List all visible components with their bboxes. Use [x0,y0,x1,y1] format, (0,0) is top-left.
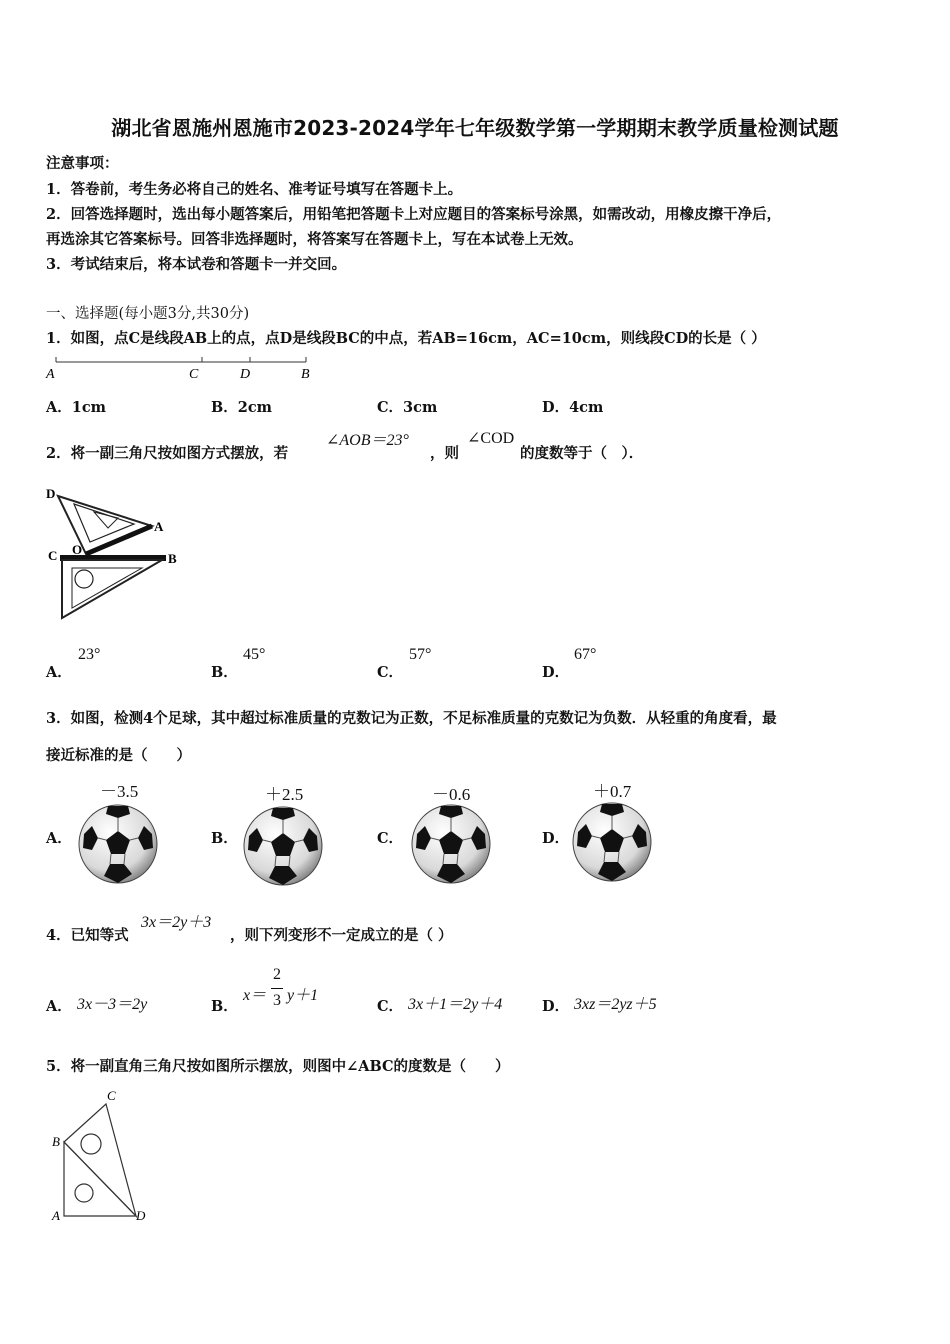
q4-option-b-numerator: 2 [273,966,281,983]
q2-option-b-value: 45° [243,646,266,663]
q3-ball-a [78,804,158,884]
q1-option-d[interactable]: D．4cm [542,399,604,416]
q1-label-a: A [46,367,55,382]
q1-label-c: C [189,367,199,382]
q4-option-a-expr: 3x－3＝2y [77,996,148,1013]
q2-triangle-figure [44,484,184,624]
q4-option-b-denominator: 3 [273,992,281,1009]
q2-option-b[interactable]: B． [211,664,238,681]
q2-option-d[interactable]: D． [542,664,570,681]
q5-stem: 5．将一副直角三角尺按如图所示摆放，则图中∠ABC的度数是（ ） [46,1058,510,1075]
q1-option-b[interactable]: B．2cm [211,399,273,416]
q4-fraction-bar [271,988,283,989]
q4-option-b-lhs: x＝ [243,987,267,1004]
q2-option-a-value: 23° [78,646,101,663]
q4-option-a[interactable]: A． [46,998,72,1015]
notice-item: 再选涂其它答案标号。回答非选择题时，将答案写在答题卡上，写在本试卷上无效。 [46,231,583,248]
q3-option-a[interactable]: A． [46,830,72,847]
q5-label-a: A [52,1208,60,1223]
q5-triangle-figure [50,1088,160,1228]
q2-stem-a: 2．将一副三角尺按如图方式摆放，若 [46,445,289,462]
q3-option-c[interactable]: C． [377,830,404,847]
q4-stem-b: ，则下列变形不一定成立的是（ ） [230,927,453,944]
q3-ball-b [243,806,323,886]
q4-option-d-expr: 3xz＝2yz＋5 [574,996,657,1013]
q1-option-a[interactable]: A．1cm [46,399,107,416]
section-heading: 一、选择题(每小题3分,共30分) [46,306,250,322]
notice-item: 2．回答选择题时，选出每小题答案后，用铅笔把答题卡上对应题目的答案标号涂黑，如需改动，用橡皮擦干净后， [46,206,782,223]
notice-item: 3．考试结束后，将本试卷和答题卡一并交回。 [46,256,347,273]
q2-label-c: C [48,548,58,563]
q2-label-o: O [72,542,83,557]
q3-ball-d [572,802,652,882]
q2-option-a[interactable]: A． [46,664,72,681]
q2-label-b: B [168,551,177,566]
q2-stem-c: 的度数等于（ ）． [520,445,644,462]
q4-math-equation: 3x＝2y＋3 [141,914,212,931]
q1-stem: 1．如图，点C是线段AB上的点，点D是线段BC的中点，若AB=16cm，AC=10cm，则线段CD的长是（ ） [46,330,766,347]
q5-label-c: C [107,1088,116,1103]
q4-stem-a: 4．已知等式 [46,927,129,944]
q2-option-d-value: 67° [574,646,597,663]
q3-stem-line1: 3．如图，检测4个足球，其中超过标准质量的克数记为正数，不足标准质量的克数记为负数．从轻重的角度看，最 [46,710,777,727]
q3-ball-d-value: ＋0.7 [593,782,632,801]
q4-option-b-rhs: y＋1 [287,987,319,1004]
q2-option-c-value: 57° [409,646,432,663]
q2-label-d: D [46,486,56,501]
q3-option-b[interactable]: B． [211,830,238,847]
q3-ball-a-value: －3.5 [100,782,139,801]
q5-label-b: B [52,1134,60,1149]
page-title: 湖北省恩施州恩施市2023-2024学年七年级数学第一学期期末教学质量检测试题 [111,116,839,140]
q1-option-c[interactable]: C．3cm [377,399,438,416]
q2-stem-b: ，则 [430,445,459,462]
q4-option-c[interactable]: C． [377,998,404,1015]
q3-ball-c [411,804,491,884]
notice-heading: 注意事项： [46,155,119,172]
q4-option-b[interactable]: B． [211,998,238,1015]
q2-math-aob: ∠AOB＝23° [326,432,409,449]
q2-option-c[interactable]: C． [377,664,404,681]
q4-option-d[interactable]: D． [542,998,570,1015]
q1-label-b: B [301,367,310,382]
q3-stem-line2: 接近标准的是（ ） [46,747,191,764]
q2-math-cod: ∠COD [467,430,515,447]
q3-option-d[interactable]: D． [542,830,570,847]
q4-option-c-expr: 3x＋1＝2y＋4 [408,996,503,1013]
q5-label-d: D [136,1208,146,1223]
q2-label-a: A [154,519,164,534]
q1-label-d: D [240,367,251,382]
q1-line-figure [44,352,324,382]
q3-ball-b-value: ＋2.5 [265,785,304,804]
q3-ball-c-value: －0.6 [432,785,471,804]
notice-item: 1．答卷前，考生务必将自己的姓名、准考证号填写在答题卡上。 [46,181,463,198]
